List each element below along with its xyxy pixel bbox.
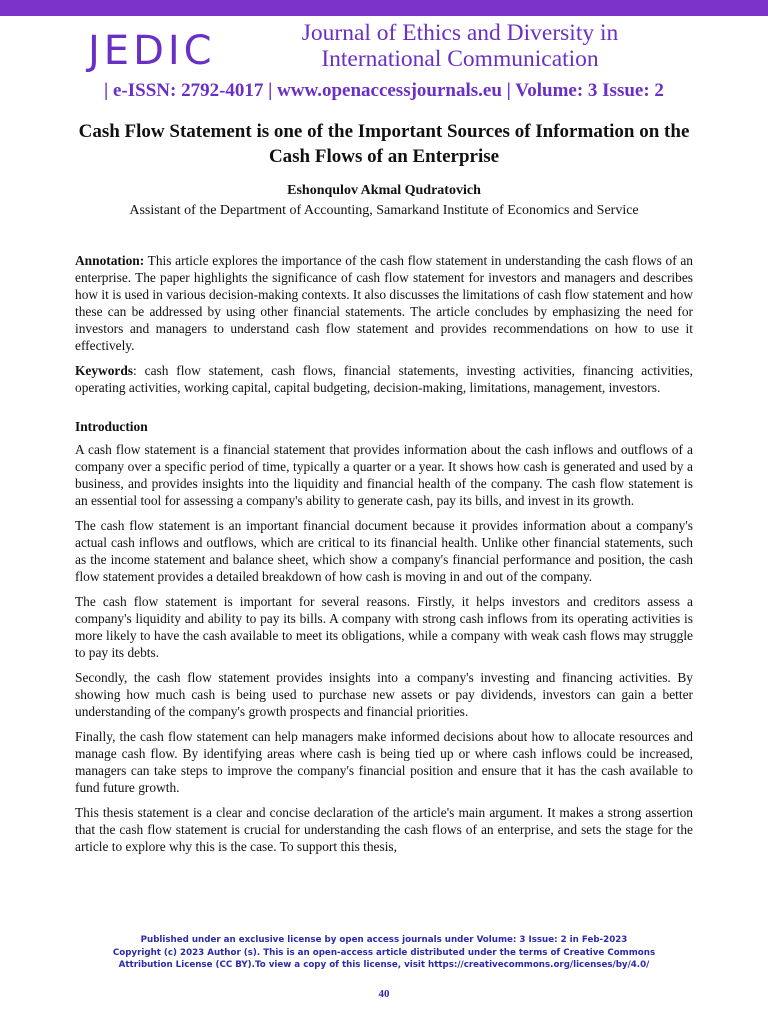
page-number: 40: [378, 988, 390, 1000]
author-name: Eshonqulov Akmal Qudratovich: [287, 183, 481, 198]
article-title: Cash Flow Statement is one of the Important Sources of Information on the Cash Flows of an Enterprise: [78, 121, 690, 167]
issn-line: | e-ISSN: 2792-4017 | www.openaccessjournals.eu | Volume: 3 Issue: 2: [104, 80, 664, 101]
keywords-label: Keywords: [75, 363, 134, 378]
article-body: [75, 252, 693, 917]
intro-paragraph-4: Secondly, the cash flow statement provides insights into a company's investing and financing activities. By showing how much cash is being used to purchase new assets or pay dividends, investors can gain a better understanding of the company's growth prospects and financial priorities.: [75, 670, 693, 719]
license-footer: [70, 934, 698, 972]
intro-paragraph-2: The cash flow statement is an important financial document because it provides information about a company's actual cash inflows and outflows, which are critical to its financial health. Unlike other financial statements, such as the income statement and balance sheet, which show a company's financial performance and position, the cash flow statement provides a detailed breakdown of how cash is moving in and out of the company.: [75, 518, 693, 584]
keywords-paragraph: [75, 362, 693, 396]
footer-line-3: Attribution License (CC BY).To view a copy of this license, visit https://creativecommons.org/licenses/by/4.0/: [118, 960, 650, 970]
intro-paragraph-1: A cash flow statement is a financial statement that provides information about the cash inflows and outflows of a company over a specific period of time, typically a quarter or a year. It shows how cash is generated and used by a business, and provides insights into the liquidity and financial health of the company. The cash flow statement is an essential tool for assessing a company's ability to generate cash, pay its bills, and invest in its growth.: [75, 442, 693, 508]
introduction-heading: Introduction: [75, 419, 148, 434]
journal-title: Journal of Ethics and Diversity in International Communication: [301, 20, 619, 72]
footer-line-2: Copyright (c) 2023 Author (s). This is an open-access article distributed under the terms of Creative Commons: [112, 947, 656, 958]
intro-paragraph-3: The cash flow statement is important for several reasons. Firstly, it helps investors and creditors assess a company's liquidity and ability to pay its bills. A company with strong cash inflows from its operating activities is more likely to have the cash available to meet its obligations, while a company with weak cash flows may struggle to pay its debts.: [75, 594, 693, 660]
footer-line-1: Published under an exclusive license by open access journals under Volume: 3 Issue: 2 in Feb-2023: [140, 935, 628, 945]
annotation-text: This article explores the importance of the cash flow statement in understanding the cash flows of an enterprise. The paper highlights the significance of cash flow statement for investors and managers and describes how it is used in various decision-making contexts. It also discusses the limitations of cash flow statement and how these can be addressed by using other financial statements. The article concludes by emphasizing the need for investors and managers to understand cash flow statement and provides recommendations on how to use it effectively.: [75, 253, 693, 353]
keywords-text: : cash flow statement, cash flows, financial statements, investing activities, financing activities, operating activities, working capital, capital budgeting, decision-making, limitations, management, investors.: [75, 363, 693, 395]
journal-logo: JEDIC: [88, 28, 216, 74]
annotation-label: Annotation:: [75, 253, 145, 268]
intro-paragraph-5: Finally, the cash flow statement can help managers make informed decisions about how to allocate resources and manage cash flow. By identifying areas where cash is being tied up or where cash inflows could be increased, managers can take steps to improve the company's financial position and ensure that it has the cash available to fund future growth.: [75, 729, 693, 795]
intro-paragraph-6: This thesis statement is a clear and concise declaration of the article's main argument. It makes a strong assertion that the cash flow statement is crucial for understanding the cash flows of an enterprise, and sets the stage for the article to explore why this is the case. To support this thesis,: [75, 805, 693, 854]
header-color-bar: [0, 0, 768, 16]
annotation-paragraph: [75, 252, 693, 354]
author-affiliation: Assistant of the Department of Accounting, Samarkand Institute of Economics and Service: [129, 203, 639, 218]
